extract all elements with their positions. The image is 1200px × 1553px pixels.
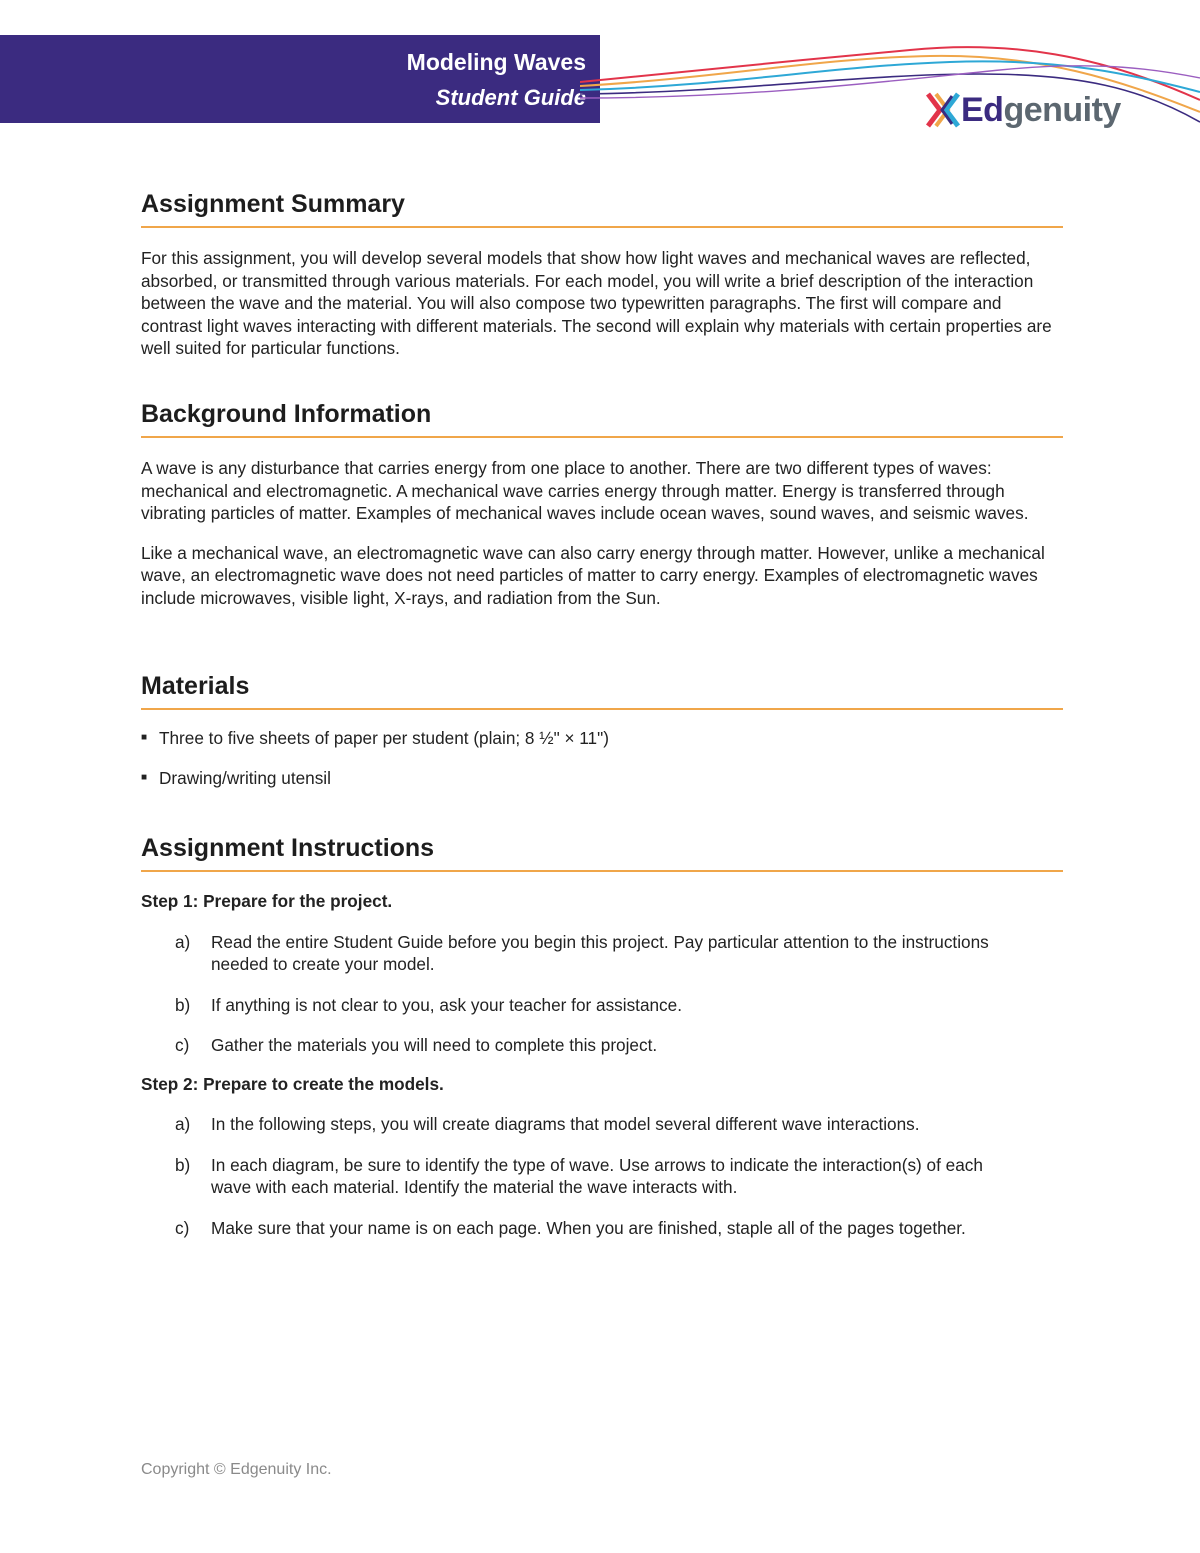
list-item (141, 1154, 1063, 1199)
bullet-icon: ■ (141, 771, 148, 783)
section-heading: Assignment Instructions (141, 834, 1063, 872)
background-paragraph-2: Like a mechanical wave, an electromagnetic wave can also carry energy through matter. However, unlike a mechanical wave, an electromagnetic wave does not need particles of matter to carry energy. Examples of electromagnetic waves include microwaves, visible light, X-rays, and radiation from the Sun. (141, 542, 1045, 608)
item-letter: c) (175, 1217, 190, 1238)
list-item: ■ Three to five sheets of paper per student (plain; 8 ½" × 11") (141, 728, 609, 748)
item-text: Gather the materials you will need to complete this project. (211, 1035, 658, 1055)
item-text: In the following steps, you will create diagrams that model several different wave interactions. (211, 1114, 920, 1134)
header-band (0, 35, 600, 123)
item-letter: b) (175, 994, 191, 1015)
list-item: ■ Drawing/writing utensil (141, 767, 331, 788)
list-item (141, 931, 1063, 976)
edgenuity-wordmark: Edgenuity (961, 90, 1121, 129)
list-item (141, 1113, 1063, 1136)
bullet-icon: ■ (141, 732, 148, 743)
section-heading: Materials (141, 672, 1063, 710)
edgenuity-x-icon (926, 91, 960, 129)
item-text: Make sure that your name is on each page. When you are finished, staple all of the pages together. (211, 1217, 966, 1238)
section-heading: Background Information (141, 400, 1063, 438)
step-1-title: Step 1: Prepare for the project. (141, 891, 393, 911)
copyright-footer: Copyright © Edgenuity Inc. (141, 1461, 332, 1478)
assignment-instructions-section (141, 834, 1063, 1239)
item-text: In each diagram, be sure to identify the type of wave. Use arrows to indicate the interaction(s) of each wave with each material. Identify the material the wave interacts with. (211, 1154, 983, 1197)
materials-section (141, 672, 1063, 806)
edgenuity-logo (926, 90, 1121, 130)
item-text: Read the entire Student Guide before you begin this project. Pay particular attention to the instructions needed to create your model. (211, 931, 989, 974)
background-paragraph-1: A wave is any disturbance that carries energy from one place to another. There are two different types of waves: mechanical and electromagnetic. A mechanical wave carries energy through matter. Energy is transferred through vibrating particles of matter. Examples of mechanical waves include ocean waves, sound waves, and seismic waves. (141, 458, 1029, 523)
item-letter: a) (175, 1114, 191, 1134)
summary-paragraph: For this assignment, you will develop several models that show how light waves and mechanical waves are reflected, absorbed, or transmitted through various materials. For each model, you will write a brief description of the interaction between the wave and the material. You will also compose two typewritten paragraphs. The first will compare and contrast light waves interacting with different materials. The second will explain why materials with certain properties are well suited for particular functions. (141, 248, 1052, 358)
item-letter: a) (175, 931, 191, 952)
item-text: If anything is not clear to you, ask your teacher for assistance. (211, 994, 682, 1015)
document-title: Modeling Waves (406, 49, 586, 75)
list-item (141, 1034, 1063, 1057)
list-item (141, 1217, 1063, 1240)
item-letter: b) (175, 1154, 191, 1175)
document-subtitle: Student Guide (435, 85, 586, 110)
list-item (141, 994, 1063, 1017)
assignment-summary-section (141, 190, 1063, 360)
background-information-section (141, 400, 1063, 609)
step-2-title: Step 2: Prepare to create the models. (141, 1073, 444, 1094)
item-letter: c) (175, 1035, 190, 1055)
section-heading: Assignment Summary (141, 190, 1063, 228)
materials-list (141, 727, 1063, 789)
